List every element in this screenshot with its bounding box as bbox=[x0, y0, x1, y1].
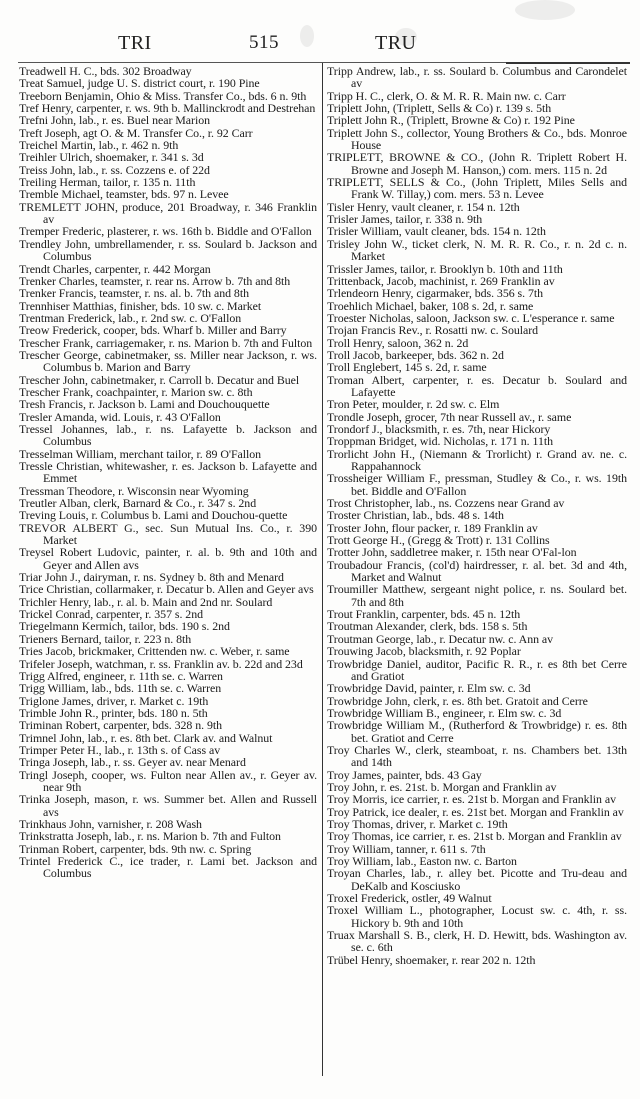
directory-entry: Trotter John, saddletree maker, r. 15th near O'Fal-lon bbox=[327, 545, 577, 560]
right-column bbox=[327, 65, 627, 966]
directory-entry: Tressel Johannes, lab., r. ns. Lafayette b. Jackson and Columbus bbox=[19, 421, 317, 449]
directory-entry: Trickel Conrad, carpenter, r. 357 s. 2nd bbox=[19, 607, 203, 622]
directory-entry: Trowbridge William B., engineer, r. Elm sw. c. 3d bbox=[327, 705, 562, 720]
directory-entry: Tripp H. C., clerk, O. & M. R. R. Main nw. c. Carr bbox=[327, 88, 566, 103]
directory-entry: Troy William, lab., Easton nw. c. Barton bbox=[327, 854, 517, 868]
directory-entry: Trimper Peter H., lab., r. 13th s. of Cass av bbox=[19, 742, 221, 757]
directory-entry: Treysel Robert Ludovic, painter, r. al. b. 9th and 10th and Geyer and Allen avs bbox=[19, 545, 317, 572]
directory-entry: Trost Christopher, lab., ns. Cozzens near Grand av bbox=[327, 496, 565, 511]
page-header bbox=[0, 32, 640, 58]
directory-entry: Trowbridge John, clerk, r. es. 8th bet. Gratoit and Cerre bbox=[327, 693, 588, 708]
directory-entry: Trenker Francis, teamster, r. ns. al. b. 7th and 8th bbox=[19, 286, 249, 301]
directory-entry: TRIPLETT, SELLS & Co., (John Triplett, Miles Sells and Frank W. Tillay,) com. mers. 53 n. Levee bbox=[327, 175, 627, 202]
directory-entry: Trendley John, umbrellamender, r. ss. Soulard b. Jackson and Columbus bbox=[19, 236, 317, 264]
directory-entry: Tron Peter, moulder, r. 2d sw. c. Elm bbox=[327, 397, 500, 412]
directory-entry: Trisler William, vault cleaner, bds. 154 n. 12th bbox=[327, 224, 546, 239]
directory-entry: Tressman Theodore, r. Wisconsin near Wyoming bbox=[19, 483, 249, 498]
directory-entry: Trigg Alfred, engineer, r. 11th se. c. Warren bbox=[19, 668, 223, 683]
directory-entry: Triplett John, (Triplett, Sells & Co) r. 139 s. 5th bbox=[327, 101, 552, 116]
directory-entry: Trinkhaus John, varnisher, r. 208 Wash bbox=[19, 816, 202, 831]
directory-entry: Troy Charles W., clerk, steamboat, r. ns. Chambers bet. 13th and 14th bbox=[327, 742, 627, 770]
directory-entry: Treving Louis, r. Columbus b. Lami and Douchou-quette bbox=[19, 508, 288, 523]
directory-entry: Tremper Frederic, plasterer, r. ws. 16th b. Biddle and O'Fallon bbox=[19, 224, 312, 239]
directory-entry: Troster Christian, lab., bds. 48 s. 14th bbox=[327, 508, 504, 523]
directory-entry: Troppman Bridget, wid. Nicholas, r. 171 n. 11th bbox=[327, 434, 553, 449]
directory-entry: Trondle Joseph, grocer, 7th near Russell av., r. same bbox=[327, 409, 572, 424]
directory-entry: Treadwell H. C., bds. 302 Broadway bbox=[19, 64, 192, 78]
directory-entry: Trlendeorn Henry, cigarmaker, bds. 356 s. 7th bbox=[327, 286, 543, 301]
directory-entry: Trichler Henry, lab., r. al. b. Main and 2nd nr. Soulard bbox=[19, 594, 273, 609]
directory-entry: Troy John, r. es. 21st. b. Morgan and Franklin av bbox=[327, 779, 557, 794]
page-number: 515 bbox=[249, 32, 279, 53]
directory-entry: Tref Henry, carpenter, r. ws. 9th b. Mallinckrodt and Destrehan bbox=[19, 101, 316, 116]
directory-entry: Tringa Joseph, lab., r. ss. Geyer av. near Menard bbox=[19, 755, 246, 770]
directory-entry: Trout Franklin, carpenter, bds. 45 n. 12th bbox=[327, 607, 521, 622]
directory-entry: Troster John, flour packer, r. 189 Franklin av bbox=[327, 520, 538, 535]
directory-entry: Trentman Frederick, lab., r. 2nd sw. c. O'Fallon bbox=[19, 310, 242, 325]
directory-entry: Trisley John W., ticket clerk, N. M. R. R. Co., r. n. 2d c. n. Market bbox=[327, 236, 627, 264]
directory-entry: Trescher John, cabinetmaker, r. Carroll b. Decatur and Buel bbox=[19, 372, 300, 387]
directory-entry: Trinkstratta Joseph, lab., r. ns. Marion b. 7th and Fulton bbox=[19, 829, 281, 844]
directory-entry: Treeborn Benjamin, Ohio & Miss. Transfer Co., bds. 6 n. 9th bbox=[19, 88, 307, 103]
directory-entry: Truax Marshall S. B., clerk, H. D. Hewitt, bds. Washington av. se. c. 6th bbox=[327, 928, 627, 955]
column-divider bbox=[322, 63, 323, 1076]
guide-word-left: TRI bbox=[118, 32, 152, 54]
directory-entry: Treiling Herman, tailor, r. 135 n. 11th bbox=[19, 175, 196, 190]
directory-entry: Troxel William L., photographer, Locust sw. c. 4th, r. ss. Hickory b. 9th and 10th bbox=[327, 903, 627, 930]
header-rule bbox=[18, 62, 506, 63]
directory-entry: Trittenback, Jacob, machinist, r. 269 Franklin av bbox=[327, 273, 555, 288]
directory-entry: Trieners Bernard, tailor, r. 223 n. 8th bbox=[19, 631, 192, 646]
ink-smudge bbox=[515, 0, 575, 20]
directory-entry: Troutman Alexander, clerk, bds. 158 s. 5th bbox=[327, 619, 528, 634]
directory-entry: Troy Thomas, ice carrier, r. es. 21st b. Morgan and Franklin av bbox=[327, 829, 622, 844]
directory-entry: Tresler Amanda, wid. Louis, r. 43 O'Fallon bbox=[19, 409, 221, 424]
directory-entry: Treat Samuel, judge U. S. district court, r. 190 Pine bbox=[19, 76, 260, 91]
directory-entry: Trissler James, tailor, r. Brooklyn b. 10th and 11th bbox=[327, 261, 563, 276]
directory-entry: Troll Jacob, barkeeper, bds. 362 n. 2d bbox=[327, 347, 504, 362]
directory-entry: Triegelmann Kermich, tailor, bds. 190 s. 2nd bbox=[19, 619, 230, 634]
directory-entry: Troumiller Matthew, sergeant night police, r. ns. Soulard bet. 7th and 8th bbox=[327, 582, 627, 609]
directory-entry: Troester Nicholas, saloon, Jackson sw. c. L'esperance r. same bbox=[327, 310, 615, 325]
directory-entry: Treihler Ulrich, shoemaker, r. 341 s. 3d bbox=[19, 150, 204, 165]
directory-entry: Troll Henry, saloon, 362 n. 2d bbox=[327, 335, 469, 350]
directory-entry: TREMLETT JOHN, produce, 201 Broadway, r. 346 Franklin av bbox=[19, 199, 317, 227]
directory-entry: Tresselman William, merchant tailor, r. 89 O'Fallon bbox=[19, 446, 262, 461]
directory-entry: Triar John J., dairyman, r. ns. Sydney b. 8th and Menard bbox=[19, 570, 284, 585]
directory-entry: Trisler James, tailor, r. 338 n. 9th bbox=[327, 212, 483, 227]
directory-entry: Trifeler Joseph, watchman, r. ss. Franklin av. b. 22d and 23d bbox=[19, 656, 303, 671]
directory-entry: Tries Jacob, brickmaker, Crittenden nw. c. Weber, r. same bbox=[19, 644, 290, 659]
directory-entry: Tripp Andrew, lab., r. ss. Soulard b. Columbus and Carondelet av bbox=[327, 64, 627, 91]
directory-entry: Trimble John R., printer, bds. 180 n. 5th bbox=[19, 705, 208, 720]
directory-entry: Trendt Charles, carpenter, r. 442 Morgan bbox=[19, 261, 211, 276]
directory-entry: Troy William, tanner, r. 611 s. 7th bbox=[327, 841, 486, 856]
directory-entry: Trescher George, cabinetmaker, ss. Miller near Jackson, r. ws. Columbus b. Marion and Barry bbox=[19, 347, 317, 375]
directory-entry: Trennhiser Matthias, finisher, bds. 10 sw. c. Market bbox=[19, 298, 262, 313]
directory-entry: Troehlich Michael, baker, 108 s. 2d, r. same bbox=[327, 298, 534, 313]
directory-entry: Trowbridge Daniel, auditor, Pacific R. R., r. es 8th bet Cerre and Gratiot bbox=[327, 656, 627, 683]
directory-entry: Trowbridge David, painter, r. Elm sw. c. 3d bbox=[327, 681, 531, 696]
directory-entry: Trott George H., (Gregg & Trott) r. 131 Collins bbox=[327, 533, 550, 548]
directory-entry: TREVOR ALBERT G., sec. Sun Mutual Ins. Co., r. 390 Market bbox=[19, 520, 317, 548]
directory-entry: Trorlicht John H., (Niemann & Trorlicht) r. Grand av. ne. c. Rappahannock bbox=[327, 446, 627, 473]
directory-entry: Trescher Frank, coachpainter, r. Marion sw. c. 8th bbox=[19, 384, 253, 399]
directory-entry: Treow Frederick, cooper, bds. Wharf b. Miller and Barry bbox=[19, 323, 287, 338]
directory-entry: Tremble Michael, teamster, bds. 97 n. Levee bbox=[19, 187, 229, 202]
directory-entry: Tressle Christian, whitewasher, r. es. Jackson b. Lafayette and Emmet bbox=[19, 459, 317, 486]
directory-entry: Trübel Henry, shoemaker, r. rear 202 n. 12th bbox=[327, 952, 536, 967]
directory-entry: Treutler Alban, clerk, Barnard & Co., r. 347 s. 2nd bbox=[19, 496, 257, 511]
directory-entry: Trowbridge William M., (Rutherford & Trowbridge) r. es. 8th bet. Gratiot and Cerre bbox=[327, 718, 627, 745]
directory-entry: Troxel Frederick, ostler, 49 Walnut bbox=[327, 891, 492, 906]
directory-entry: Triplett John S., collector, Young Brothers & Co., bds. Monroe House bbox=[327, 125, 627, 153]
directory-entry: Treichel Martin, lab., r. 462 n. 9th bbox=[19, 138, 179, 153]
directory-entry: Troyan Charles, lab., r. alley bet. Picotte and Tru-deau and DeKalb and Kosciusko bbox=[327, 866, 627, 893]
directory-entry: Trefni John, lab., r. es. Buel near Marion bbox=[19, 113, 210, 128]
directory-entry: Trinka Joseph, mason, r. ws. Summer bet. Allen and Russell avs bbox=[19, 792, 317, 819]
directory-entry: Troy Patrick, ice dealer, r. es. 21st bet. Morgan and Franklin av bbox=[327, 804, 624, 819]
directory-entry: Troll Englebert, 145 s. 2d, r. same bbox=[327, 360, 487, 375]
directory-entry: Troman Albert, carpenter, r. es. Decatur b. Soulard and Lafayette bbox=[327, 372, 627, 399]
directory-entry: Triplett John R., (Triplett, Browne & Co) r. 192 Pine bbox=[327, 113, 575, 128]
directory-entry: Trondorf J., blacksmith, r. es. 7th, near Hickory bbox=[327, 421, 551, 436]
directory-entry: Triglone James, driver, r. Market c. 19th bbox=[19, 693, 209, 708]
directory-entry: Troubadour Francis, (col'd) hairdresser, r. al. bet. 3d and 4th, Market and Walnut bbox=[327, 557, 627, 585]
directory-entry: Trojan Francis Rev., r. Rosatti nw. c. Soulard bbox=[327, 323, 539, 338]
directory-entry: Troy Morris, ice carrier, r. es. 21st b. Morgan and Franklin av bbox=[327, 792, 616, 807]
directory-entry: Tisler Henry, vault cleaner, r. 154 n. 12th bbox=[327, 199, 520, 214]
directory-entry: TRIPLETT, BROWNE & CO., (John R. Triplett Robert H. Browne and Joseph M. Hanson,) com. mers. 115 n. 2d bbox=[327, 150, 627, 177]
directory-entry: Trigg William, lab., bds. 11th se. c. Warren bbox=[19, 681, 222, 696]
directory-entry: Troy Thomas, driver, r. Market c. 19th bbox=[327, 816, 508, 831]
directory-entry: Troutman George, lab., r. Decatur nw. c. Ann av bbox=[327, 631, 554, 646]
directory-entry: Troy James, painter, bds. 43 Gay bbox=[327, 767, 482, 782]
directory-entry: Treft Joseph, agt O. & M. Transfer Co., r. 92 Carr bbox=[19, 125, 253, 140]
directory-entry: Trouwing Jacob, blacksmith, r. 92 Poplar bbox=[327, 644, 521, 659]
guide-word-right: TRU bbox=[375, 32, 417, 54]
left-column bbox=[19, 65, 317, 880]
directory-entry: Tresh Francis, r. Jackson b. Lami and Douchouquette bbox=[19, 397, 270, 412]
directory-entry: Trice Christian, collarmaker, r. Decatur b. Allen and Geyer avs bbox=[19, 582, 314, 597]
directory-entry: Triminan Robert, carpenter, bds. 328 n. 9th bbox=[19, 718, 223, 733]
directory-entry: Trescher Frank, carriagemaker, r. ns. Marion b. 7th and Fulton bbox=[19, 335, 313, 350]
directory-entry: Trenker Charles, teamster, r. rear ns. Arrow b. 7th and 8th bbox=[19, 273, 291, 288]
directory-entry: Trossheiger William F., pressman, Studley & Co., r. ws. 19th bet. Biddle and O'Fallon bbox=[327, 471, 627, 498]
directory-entry: Treiss John, lab., r. ss. Cozzens e. of 22d bbox=[19, 162, 210, 177]
directory-entry: Trintel Frederick C., ice trader, r. Lami bet. Jackson and Columbus bbox=[19, 854, 317, 881]
directory-entry: Tringl Joseph, cooper, ws. Fulton near Allen av., r. Geyer av. near 9th bbox=[19, 767, 317, 794]
directory-entry: Trinman Robert, carpenter, bds. 9th nw. c. Spring bbox=[19, 841, 252, 856]
directory-entry: Trimnel John, lab., r. es. 8th bet. Clark av. and Walnut bbox=[19, 730, 273, 745]
